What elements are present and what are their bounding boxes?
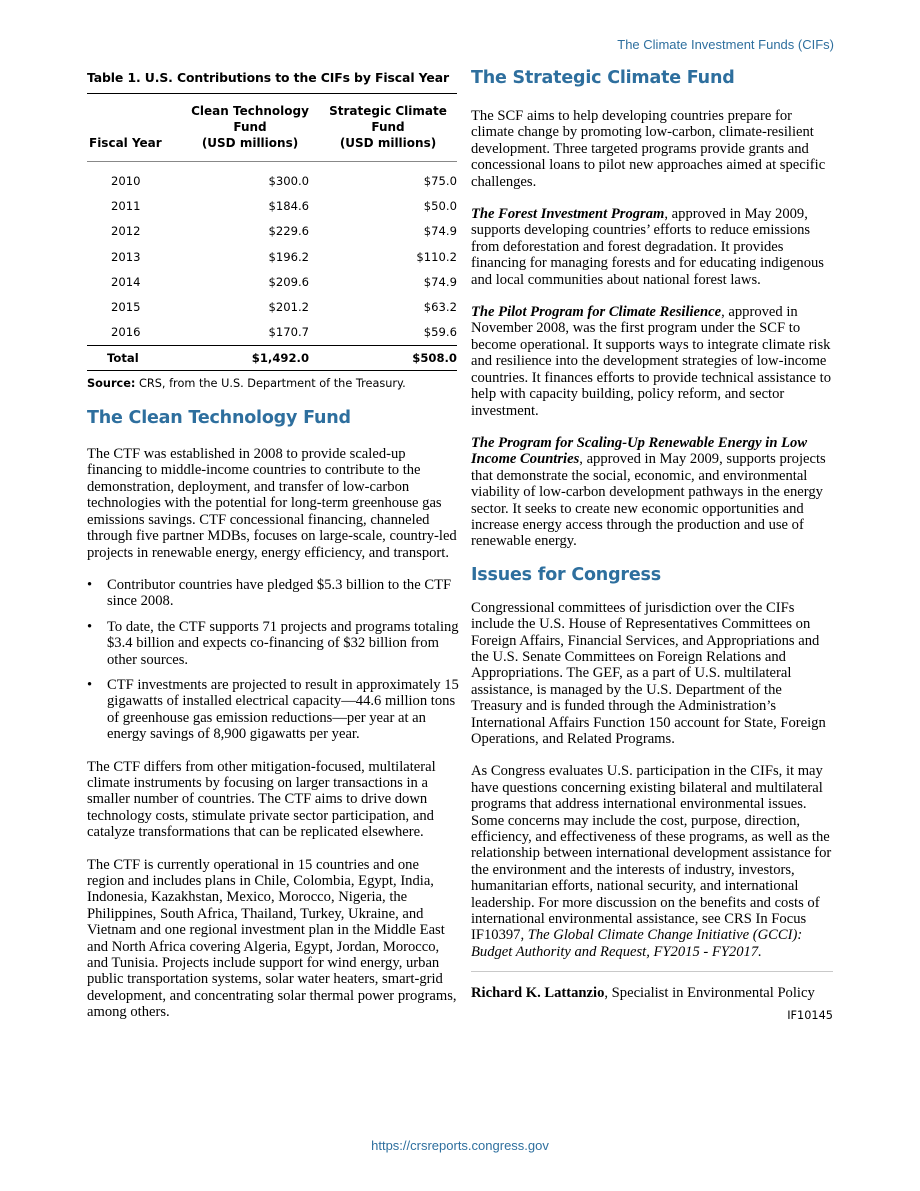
cell-ctf: $209.6 bbox=[268, 274, 310, 289]
ppcr-title: The Pilot Program for Climate Resilience bbox=[471, 304, 722, 321]
srep-text: , approved in May 2009, supports projects that demonstrate the social, economic, and environmental viability of low-carbon development pathways in the energy sector. It seeks to create new economic opportunities and increase energy access through the production and use of renewable energy. bbox=[471, 451, 826, 550]
col-header-ctf bbox=[181, 94, 319, 162]
list-item bbox=[87, 677, 459, 743]
bullet-icon: • bbox=[87, 618, 93, 635]
author-title: , Specialist in Environmental Policy bbox=[604, 985, 815, 1002]
cell-scf: $74.9 bbox=[423, 274, 457, 289]
srep-title: The Program for Scaling-Up Renewable Energy in Low Income Countries bbox=[471, 434, 808, 468]
table-row bbox=[87, 193, 457, 218]
cell-ctf: $201.2 bbox=[268, 300, 310, 315]
col-header-ctf-line2: Fund bbox=[233, 120, 267, 134]
cell-scf: $59.6 bbox=[423, 325, 457, 340]
table-row bbox=[87, 244, 457, 269]
left-column bbox=[87, 68, 459, 1021]
divider bbox=[471, 971, 833, 972]
cell-scf: $74.9 bbox=[423, 224, 457, 239]
ppcr-text: , approved in November 2008, was the first program under the SCF to become operational. It supports ways to integrate climate risk and resilience into the development strategies of low-income countries. It finances efforts to provide technical assistance to help with capacity building, policy reform, and sector investment. bbox=[471, 304, 831, 419]
col-header-fiscal-year: Fiscal Year bbox=[87, 94, 181, 162]
cell-year: 2012 bbox=[111, 224, 141, 239]
issues-p2-citation: The Global Climate Change Initiative (GCCI): Budget Authority and Request, FY2015 - FY2017. bbox=[471, 927, 803, 960]
cell-ctf: $229.6 bbox=[268, 224, 310, 239]
list-item bbox=[87, 619, 459, 668]
issues-heading: Issues for Congress bbox=[471, 564, 661, 585]
col-header-ctf-line3: (USD millions) bbox=[201, 136, 299, 150]
cell-year: 2014 bbox=[111, 274, 141, 289]
author-name: Richard K. Lattanzio bbox=[471, 985, 605, 1002]
source-text: CRS, from the U.S. Department of the Treasury. bbox=[135, 377, 406, 391]
table-row bbox=[87, 294, 457, 319]
cell-scf: $63.2 bbox=[423, 300, 457, 315]
scf-heading: The Strategic Climate Fund bbox=[471, 68, 735, 88]
table-header-row bbox=[87, 94, 457, 162]
cell-scf: $110.2 bbox=[416, 249, 457, 264]
bullet-icon: • bbox=[87, 676, 93, 693]
list-item bbox=[87, 577, 459, 610]
bullet-text: Contributor countries have pledged $5.3 billion to the CTF since 2008. bbox=[107, 576, 452, 610]
cell-year: 2016 bbox=[111, 325, 141, 340]
footer-url-link[interactable]: https://crsreports.congress.gov bbox=[371, 1138, 549, 1153]
table-source bbox=[87, 377, 459, 390]
bullet-text: CTF investments are projected to result in approximately 15 gigawatts of installed electrical capacity—44.6 million tons of greenhouse gas emission reductions—per year at an energy savings of 8,900 gigawatts per year. bbox=[107, 676, 459, 743]
cell-scf: $75.0 bbox=[423, 173, 457, 188]
ctf-paragraph-2: The CTF differs from other mitigation-focused, multilateral climate instruments by focusing on larger transactions in a smaller number of countries. The CTF aims to drive down technology costs, stimulate private sector participation, and catalyze transformations that can be replicated elsewhere. bbox=[87, 758, 436, 841]
cell-year: 2015 bbox=[111, 300, 141, 315]
bullet-text: To date, the CTF supports 71 projects and programs totaling $3.4 billion and expects co-financing of $32 billion from other sources. bbox=[107, 618, 459, 668]
document-id: IF10145 bbox=[787, 1008, 833, 1022]
cell-ctf: $184.6 bbox=[268, 198, 310, 213]
running-header: The Climate Investment Funds (CIFs) bbox=[617, 37, 834, 52]
right-column bbox=[471, 68, 833, 1022]
col-header-scf-line1: Strategic Climate bbox=[329, 104, 447, 118]
col-header-scf-line2: Fund bbox=[371, 120, 405, 134]
scf-paragraph-1: The SCF aims to help developing countries prepare for climate change by promoting low-carbon, climate-resilient development. Three targeted programs provide grants and concessional loans to pilot new approaches aimed at specific challenges. bbox=[471, 108, 826, 190]
cell-year: 2011 bbox=[111, 198, 141, 213]
source-label: Source: bbox=[87, 377, 136, 391]
table-title: Table 1. U.S. Contributions to the CIFs by Fiscal Year bbox=[87, 70, 449, 85]
col-header-scf-line3: (USD millions) bbox=[339, 136, 437, 150]
cell-total-ctf: $1,492.0 bbox=[181, 346, 319, 371]
col-header-scf bbox=[319, 94, 457, 162]
issues-paragraph-1: Congressional committees of jurisdiction over the CIFs include the U.S. House of Representatives Committees on Foreign Affairs, Financial Services, and Appropriations and the U.S. Senate Committees on Foreign Relations and Appropriations. The GEF, as a part of U.S. multilateral assistance, is managed by the U.S. Department of the Treasury and is funded through the Administration’s International Affairs Function 150 account for State, Foreign Operations, and Related Programs. bbox=[471, 599, 826, 747]
table-row bbox=[87, 162, 457, 194]
col-header-ctf-line1: Clean Technology bbox=[191, 104, 309, 118]
fip-text: , approved in May 2009, supports developing countries’ efforts to reduce emissions from deforestation and forest degradation. It provides financing for managing forests and for educating indigenous and local communities about national forest laws. bbox=[471, 206, 824, 288]
author-line bbox=[471, 985, 833, 1001]
issues-paragraph-2 bbox=[471, 763, 833, 960]
scf-ppcr-paragraph bbox=[471, 304, 833, 419]
scf-fip-paragraph bbox=[471, 206, 833, 288]
table-row bbox=[87, 219, 457, 244]
bullet-icon: • bbox=[87, 576, 93, 593]
issues-p2-text: As Congress evaluates U.S. participation in the CIFs, it may have questions concerning existing bilateral and multilateral programs that address international environmental issues. Some concerns may include the cost, purpose, direction, efficiency, and effectiveness of these programs, as well as the relationship between international development assistance for the environment and the interests of industry, investors, humanitarian efforts, national security, and international leadership. For more discussion on the benefits and costs of international environmental assistance, see CRS In Focus IF10397, bbox=[471, 763, 832, 944]
table-row bbox=[87, 320, 457, 346]
fip-title: The Forest Investment Program bbox=[471, 206, 665, 223]
scf-srep-paragraph bbox=[471, 435, 833, 550]
cell-total-label: Total bbox=[87, 346, 181, 371]
ctf-paragraph-1: The CTF was established in 2008 to provide scaled-up financing to middle-income countries to contribute to the demonstration, deployment, and transfer of low-carbon technologies with the potential for long-term greenhouse gas emissions savings. CTF concessional financing, channeled through five partner MDBs, focuses on large-scale, country-led projects in renewable energy, energy efficiency, and transport. bbox=[87, 446, 457, 561]
cell-ctf: $170.7 bbox=[268, 325, 310, 340]
table-total-row bbox=[87, 346, 457, 371]
cell-scf: $50.0 bbox=[423, 198, 457, 213]
contributions-table bbox=[87, 93, 457, 371]
cell-year: 2013 bbox=[111, 249, 141, 264]
cell-ctf: $300.0 bbox=[268, 173, 310, 188]
table-row bbox=[87, 269, 457, 294]
cell-total-scf: $508.0 bbox=[319, 346, 457, 371]
ctf-heading: The Clean Technology Fund bbox=[87, 408, 351, 429]
cell-year: 2010 bbox=[111, 173, 141, 188]
cell-ctf: $196.2 bbox=[268, 249, 310, 264]
ctf-paragraph-3: The CTF is currently operational in 15 countries and one region and includes plans in Chile, Colombia, Egypt, India, Indonesia, Kazakhstan, Mexico, Morocco, Nigeria, the Philippines, South Africa, Thailand, Turkey, Ukraine, and Vietnam and one regional investment plan in the Middle East and North Africa covering Algeria, Egypt, Jordan, Morocco, and Tunisia. Projects include support for wind energy, urban public transportation systems, solar water heaters, smart-grid development, and concentrating solar thermal power programs, among others. bbox=[87, 856, 457, 1021]
ctf-bullet-list bbox=[87, 577, 459, 743]
